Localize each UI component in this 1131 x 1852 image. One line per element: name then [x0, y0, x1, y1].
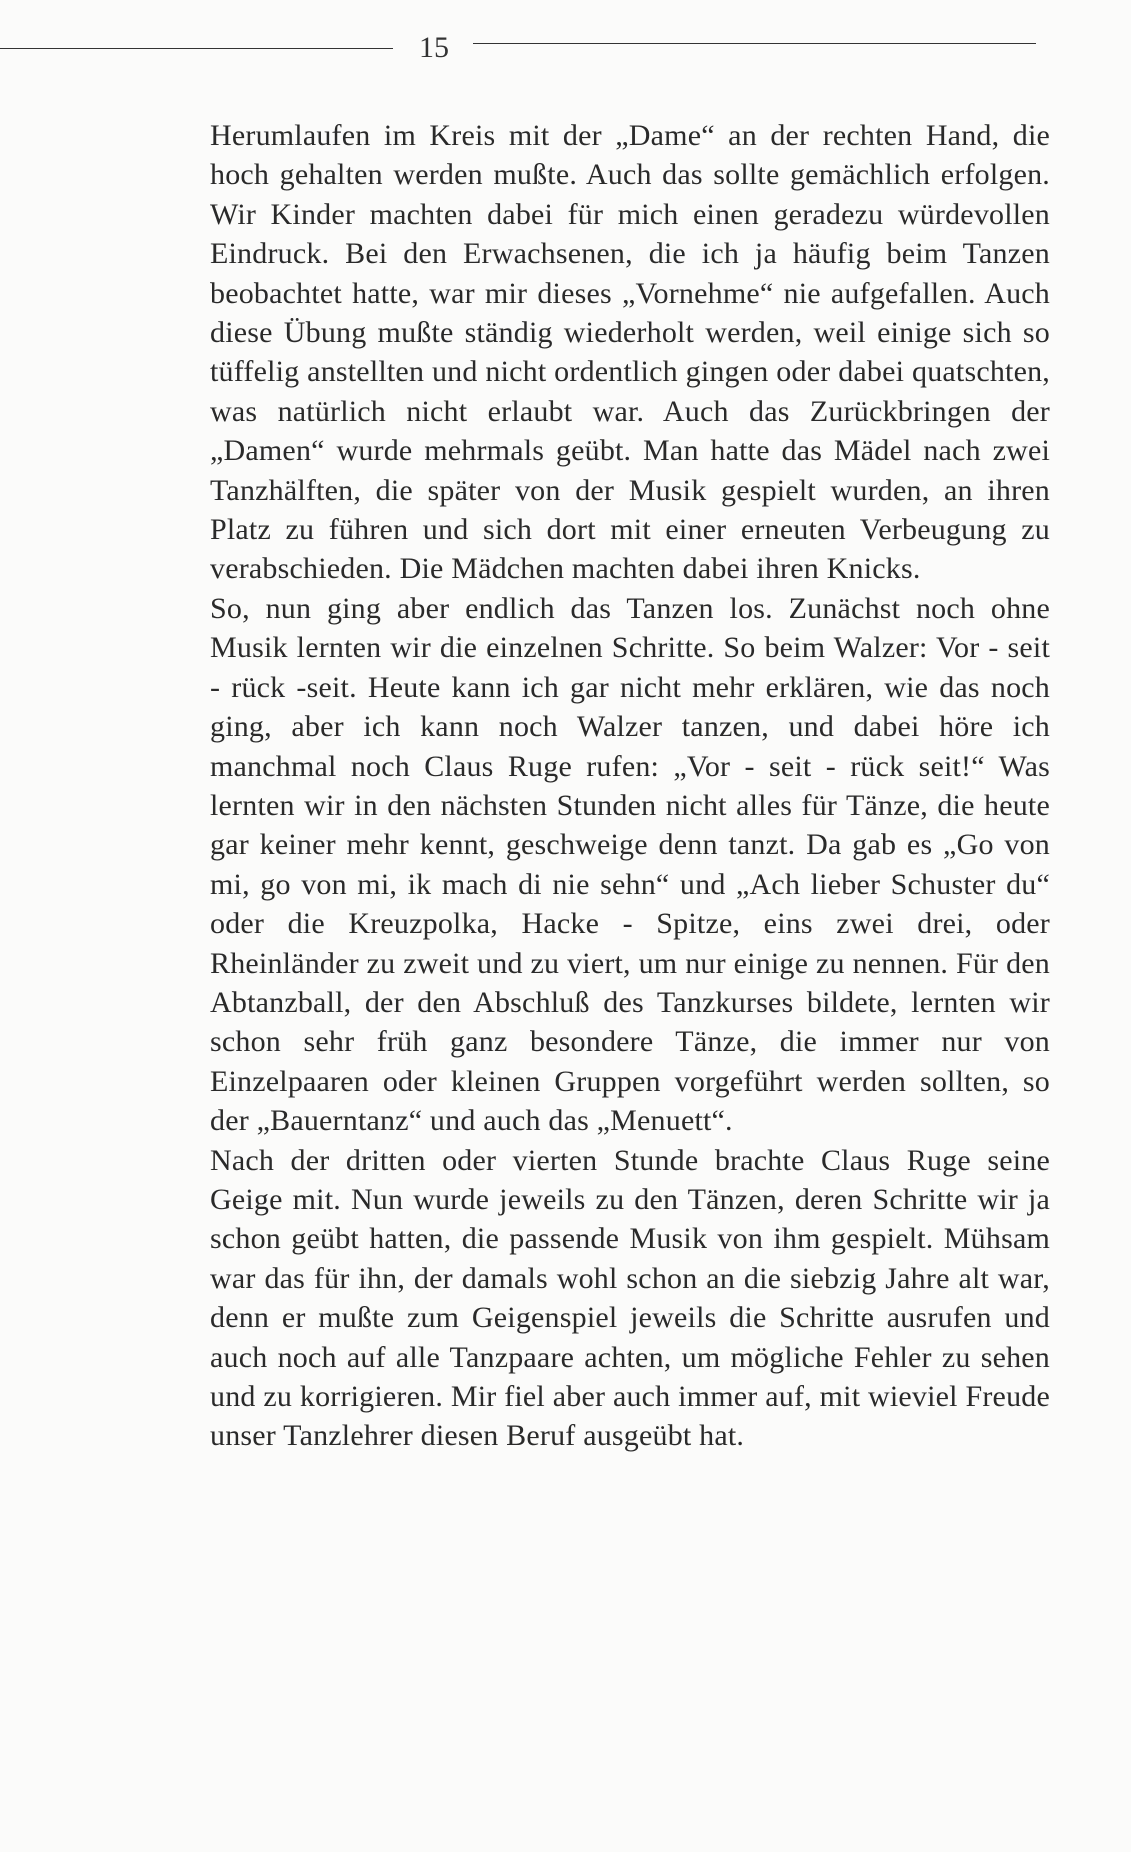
- paragraph-1: Herumlaufen im Kreis mit der „Dame“ an der rechten Hand, die hoch gehalten werden mußte. Auch das sollte gemächlich erfolgen. Wir Kinder machten dabei für mich einen geradezu würdevollen Eindruck. Bei den Erwachsenen, die ich ja häufig beim Tanzen beobachtet hatte, war mir dieses „Vornehme“ nie aufgefallen. Auch diese Übung mußte ständig wiederholt werden, weil einige sich so tüffelig anstellten und nicht ordentlich gingen oder dabei quatschten, was natürlich nicht erlaubt war. Auch das Zurückbringen der „Damen“ wurde mehrmals geübt. Man hatte das Mädel nach zwei Tanzhälften, die später von der Musik gespielt wurden, an ihren Platz zu führen und sich dort mit einer erneuten Verbeugung zu verabschieden. Die Mädchen machten dabei ihren Knicks.: [210, 119, 1050, 586]
- paragraph-3: Nach der dritten oder vierten Stunde brachte Claus Ruge seine Geige mit. Nun wurde jeweils zu den Tänzen, deren Schritte wir ja schon geübt hatten, die passende Musik von ihm gespielt. Mühsam war das für ihn, der damals wohl schon an die siebzig Jahre alt war, denn er mußte zum Geigenspiel jeweils die Schritte ausrufen und auch noch auf alle Tanzpaare achten, um mögliche Fehler zu sehen und zu korrigieren. Mir fiel aber auch immer auf, mit wieviel Freude unser Tanzlehrer diesen Beruf ausgeübt hat.: [210, 1143, 1050, 1453]
- header-rule-right: [473, 43, 1036, 44]
- paragraph-2: So, nun ging aber endlich das Tanzen los. Zunächst noch ohne Musik lernten wir die einzelnen Schritte. So beim Walzer: Vor - seit - rück -seit. Heute kann ich gar nicht mehr erklären, wie das noch ging, aber ich kann noch Walzer tanzen, und dabei höre ich manchmal noch Claus Ruge rufen: „Vor - seit - rück seit!“ Was lernten wir in den nächsten Stunden nicht alles für Tänze, die heute gar keiner mehr kennt, geschweige denn tanzt. Da gab es „Go von mi, go von mi, ik mach di nie sehn“ und „Ach lieber Schuster du“ oder die Kreuzpolka, Hacke - Spitze, eins zwei drei, oder Rheinländer zu zweit und zu viert, um nur einige zu nennen. Für den Abtanzball, der den Abschluß des Tanzkurses bildete, lernten wir schon sehr früh ganz besondere Tänze, die immer nur von Einzelpaaren oder kleinen Gruppen vorgeführt werden sollten, so der „Bauerntanz“ und auch das „Menuett“.: [210, 591, 1050, 1138]
- page-number: 15: [419, 31, 449, 64]
- header-rule-left: [0, 48, 393, 49]
- page-header: [0, 28, 1131, 68]
- body-text: [210, 116, 1050, 1456]
